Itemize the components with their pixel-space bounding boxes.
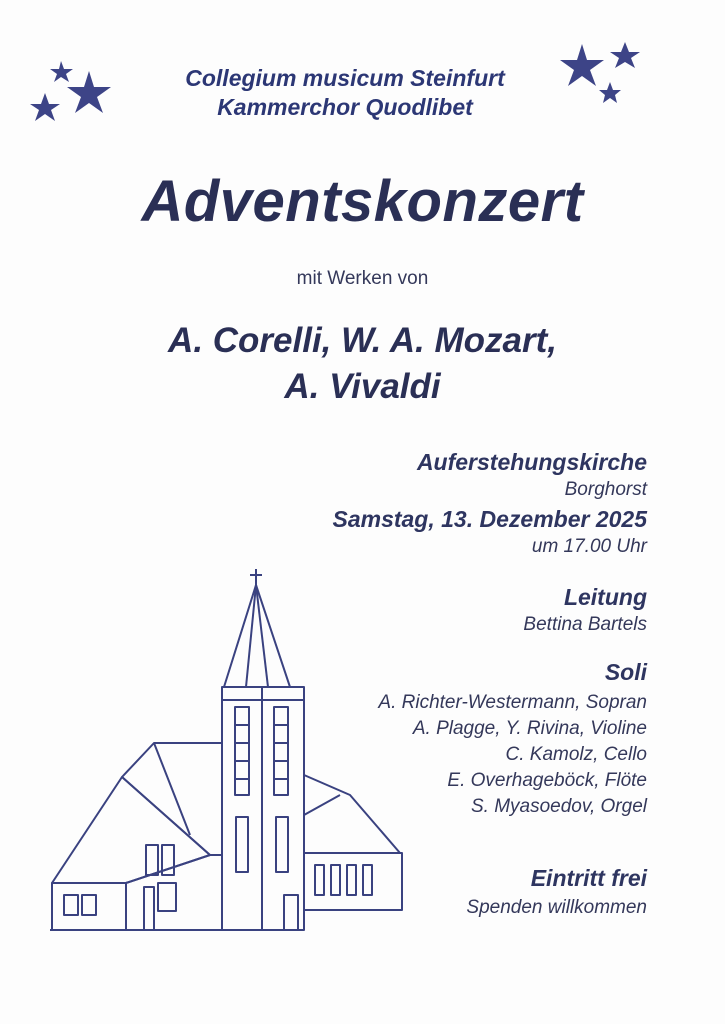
composers: [0, 318, 725, 410]
stars-right: [555, 38, 655, 113]
church-illustration: [40, 565, 420, 945]
org-line-2: Kammerchor Quodlibet: [217, 94, 473, 120]
page-title: Adventskonzert: [141, 169, 584, 234]
soli-heading: Soli: [604, 659, 647, 685]
star-icon: [50, 61, 73, 82]
org-line-1: Collegium musicum Steinfurt: [185, 65, 505, 91]
admission-note: Spenden willkommen: [466, 897, 647, 918]
event-time: um 17.00 Uhr: [531, 536, 647, 557]
star-icon: [67, 71, 111, 113]
composers-line-1: A. Corelli, W. A. Mozart,: [168, 321, 557, 360]
venue-name: Auferstehungskirche: [416, 449, 647, 475]
leitung-name: Bettina Bartels: [523, 614, 647, 635]
soli-item: A. Plagge, Y. Rivina, Violine: [412, 718, 647, 739]
admission-heading: Eintritt frei: [530, 865, 647, 891]
event-date: Samstag, 13. Dezember 2025: [332, 506, 647, 532]
subtitle: mit Werken von: [296, 268, 429, 289]
star-icon: [30, 93, 60, 121]
star-icon: [599, 82, 621, 103]
soli-item: E. Overhageböck, Flöte: [447, 770, 647, 791]
soli-item: C. Kamolz, Cello: [505, 744, 647, 765]
stars-left: [25, 55, 125, 135]
soli-item: A. Richter-Westermann, Sopran: [378, 692, 647, 713]
organizer: [120, 64, 570, 122]
leitung-heading: Leitung: [563, 584, 647, 610]
venue-place: Borghorst: [564, 479, 647, 500]
composers-line-2: A. Vivaldi: [284, 367, 441, 406]
soli-item: S. Myasoedov, Orgel: [470, 796, 647, 817]
star-icon: [610, 42, 640, 68]
